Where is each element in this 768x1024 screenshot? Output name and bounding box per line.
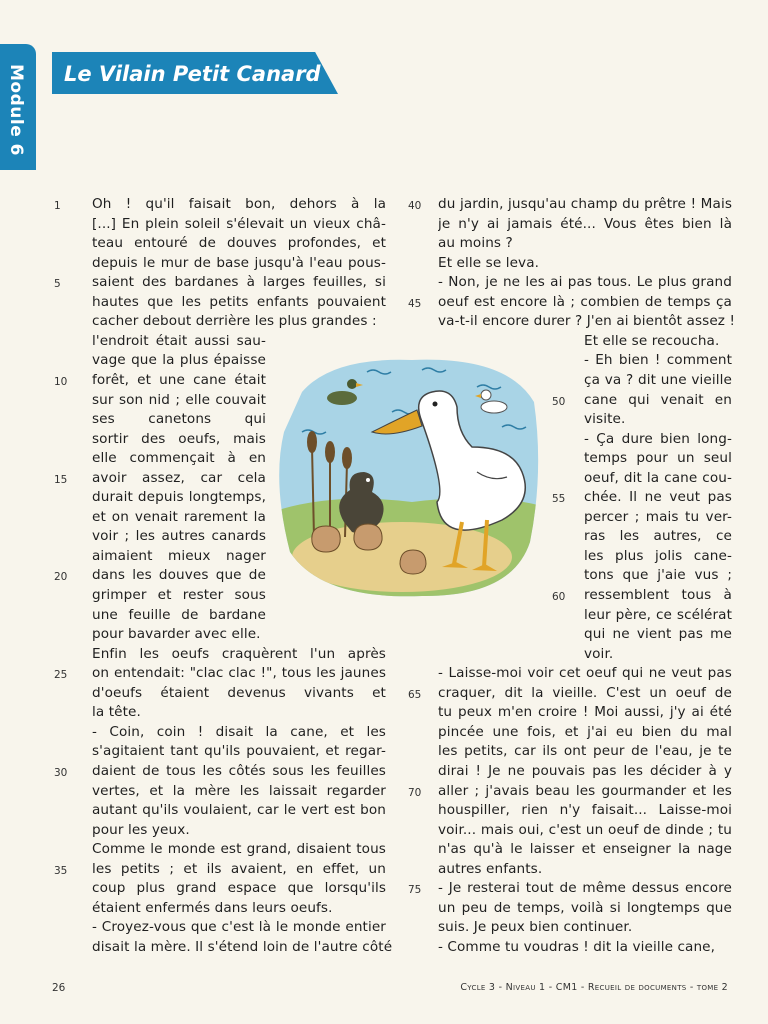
- text-line: les plus jolis cane-: [584, 547, 732, 564]
- text-line: vage que la plus épaisse: [92, 352, 266, 369]
- text-line: les petits ; et ils avaient, en effet, un: [92, 860, 386, 877]
- text-line: Et elle se recoucha.: [584, 332, 720, 349]
- text-line: n'as qu'à le laisser et enseigner la nage: [438, 841, 732, 858]
- line-number: 60: [552, 591, 566, 603]
- text-line: craquer, dit la vieille. C'est un oeuf de: [438, 684, 732, 701]
- text-line: - Non, je ne les ai pas tous. Le plus grand: [438, 274, 732, 291]
- text-line: tons que j'aie vus ;: [584, 567, 732, 584]
- text-line: étaient enfermés dans leurs oeufs.: [92, 899, 333, 916]
- text-line: aimaient mieux nager: [92, 547, 266, 564]
- text-line: hautes que les petits enfants pouvaient: [92, 293, 386, 310]
- text-line: ressemblent tous à: [584, 587, 732, 603]
- text-line: ses canetons qui: [92, 411, 266, 428]
- page-number: 26: [52, 982, 66, 994]
- text-line: houspiller, rien n'y faisait... Laisse-moi: [438, 802, 732, 819]
- text-line: temps pour un seul: [584, 450, 732, 467]
- text-line: je n'y ai jamais été... Vous êtes bien là: [438, 215, 732, 232]
- text-line: cane qui venait en: [584, 391, 732, 408]
- text-line: autant qu'ils voulaient, car le vert est bon: [92, 802, 386, 819]
- page-title: Le Vilain Petit Canard: [64, 62, 321, 86]
- text-line: les petits, car ils ont peur de l'eau, je te: [438, 743, 732, 760]
- text-line: grimper et rester sous: [92, 587, 266, 603]
- text-line: un peu de temps, voilà si longtemps que: [438, 899, 732, 916]
- text-line: [...] En plein soleil s'élevait un vieux châ-: [92, 215, 386, 232]
- text-line: du jardin, jusqu'au champ du prêtre ! Mais: [438, 196, 732, 212]
- line-number: 20: [54, 571, 68, 584]
- line-number: 70: [408, 786, 422, 799]
- text-line: - Je resterai tout de même dessus encore: [438, 880, 732, 897]
- line-number: 5: [54, 278, 61, 291]
- text-line: tu peux m'en croire ! Moi aussi, j'y ai été: [438, 704, 732, 721]
- line-number: 65: [408, 688, 422, 701]
- line-number: 1: [54, 200, 61, 212]
- footer-series: Cycle 3 - Niveau 1 - CM1 - Recueil de documents - tome 2: [460, 982, 728, 993]
- text-line: pincée une fois, et j'ai eu bien du mal: [438, 723, 732, 740]
- text-line: elle commençait à en: [92, 450, 266, 467]
- text-line: dans les douves que de: [92, 567, 266, 584]
- text-line: pour bavarder avec elle.: [92, 626, 261, 643]
- text-line: avoir assez, car cela: [92, 469, 266, 486]
- text-line: voir ; les autres canards: [92, 528, 266, 545]
- text-line: leur père, ce scélérat: [584, 606, 732, 623]
- text-line: saient des bardanes à larges feuilles, si: [92, 274, 386, 291]
- text-line: forêt, et une cane était: [92, 371, 266, 388]
- text-line: disait la mère. Il s'étend loin de l'autre côté: [92, 938, 393, 955]
- line-number: 35: [54, 864, 68, 877]
- line-number: 45: [408, 297, 422, 310]
- text-line: - Croyez-vous que c'est là le monde entier: [92, 919, 386, 936]
- text-line: au moins ?: [438, 235, 513, 252]
- text-line: s'agitaient tant qu'ils pouvaient, et regar-: [92, 743, 386, 760]
- text-line: - Eh bien ! comment: [584, 352, 732, 369]
- text-line: - Coin, coin ! disait la cane, et les: [92, 723, 386, 740]
- text-line: d'oeufs étaient devenus vivants et: [92, 684, 386, 701]
- text-line: on entendait: "clac clac !", tous les jaunes: [92, 665, 386, 682]
- text-line: et on venait rarement la: [92, 508, 266, 525]
- text-line: percer ; mais tu ver-: [584, 508, 732, 525]
- text-line: durait depuis longtemps,: [92, 489, 266, 506]
- text-line: va-t-il encore durer ? J'en ai bientôt assez !: [438, 313, 735, 330]
- text-line: ça va ? dit une vieille: [584, 371, 732, 388]
- line-number: 30: [54, 766, 68, 779]
- line-number: 75: [408, 884, 422, 897]
- line-number: 15: [54, 473, 68, 486]
- text-line: - Laisse-moi voir cet oeuf qui ne veut pas: [438, 665, 732, 682]
- text-line: la tête.: [92, 704, 141, 721]
- duck-illustration: [272, 352, 546, 602]
- text-line: cacher debout derrière les plus grandes :: [92, 313, 377, 330]
- text-line: coup plus grand espace que lorsqu'ils: [92, 880, 386, 897]
- text-line: qui ne vient pas me: [584, 626, 732, 643]
- text-line: daient de tous les côtés sous les feuilles: [92, 762, 386, 779]
- line-number: 50: [552, 395, 566, 408]
- line-number: 55: [552, 493, 566, 506]
- text-line: Comme le monde est grand, disaient tous: [92, 841, 386, 858]
- text-line: oeuf est encore là ; combien de temps ça: [438, 293, 732, 310]
- text-line: - Comme tu voudras ! dit la vieille cane,: [438, 938, 716, 955]
- line-number: 40: [408, 200, 422, 212]
- text-line: chée. Il ne veut pas: [584, 489, 732, 506]
- line-number: 10: [54, 375, 68, 388]
- text-line: pour les yeux.: [92, 821, 190, 838]
- text-line: voir.: [584, 645, 614, 662]
- text-line: sortir des oeufs, mais: [92, 430, 266, 447]
- text-line: - Ça dure bien long-: [584, 430, 732, 447]
- text-line: Oh ! qu'il faisait bon, dehors à la: [92, 196, 386, 212]
- text-line: sur son nid ; elle couvait: [92, 391, 266, 408]
- text-line: voir... mais oui, c'est un oeuf de dinde ; tu: [438, 821, 732, 838]
- line-number: 25: [54, 669, 68, 682]
- text-line: aller ; j'avais beau les gourmander et les: [438, 782, 732, 799]
- text-line: autres enfants.: [438, 860, 543, 877]
- text-line: depuis le mur de base jusqu'à l'eau pous-: [92, 254, 386, 271]
- module-tab-label: Module 6: [6, 64, 26, 156]
- text-line: visite.: [584, 411, 626, 428]
- text-line: suis. Je peux bien continuer.: [438, 919, 633, 936]
- text-line: Enfin les oeufs craquèrent l'un après: [92, 645, 386, 662]
- text-line: teau entouré de douves profondes, et: [92, 235, 386, 252]
- text-line: vertes, et la mère les laissait regarder: [92, 782, 386, 799]
- text-line: ras les autres, ce: [584, 528, 732, 545]
- text-line: l'endroit était aussi sau-: [92, 332, 266, 349]
- text-line: dirai ! Je ne pouvais pas les décider à y: [438, 762, 732, 779]
- text-line: Et elle se leva.: [438, 254, 540, 271]
- text-line: oeuf, dit la cane cou-: [584, 469, 732, 486]
- text-line: une feuille de bardane: [92, 606, 266, 623]
